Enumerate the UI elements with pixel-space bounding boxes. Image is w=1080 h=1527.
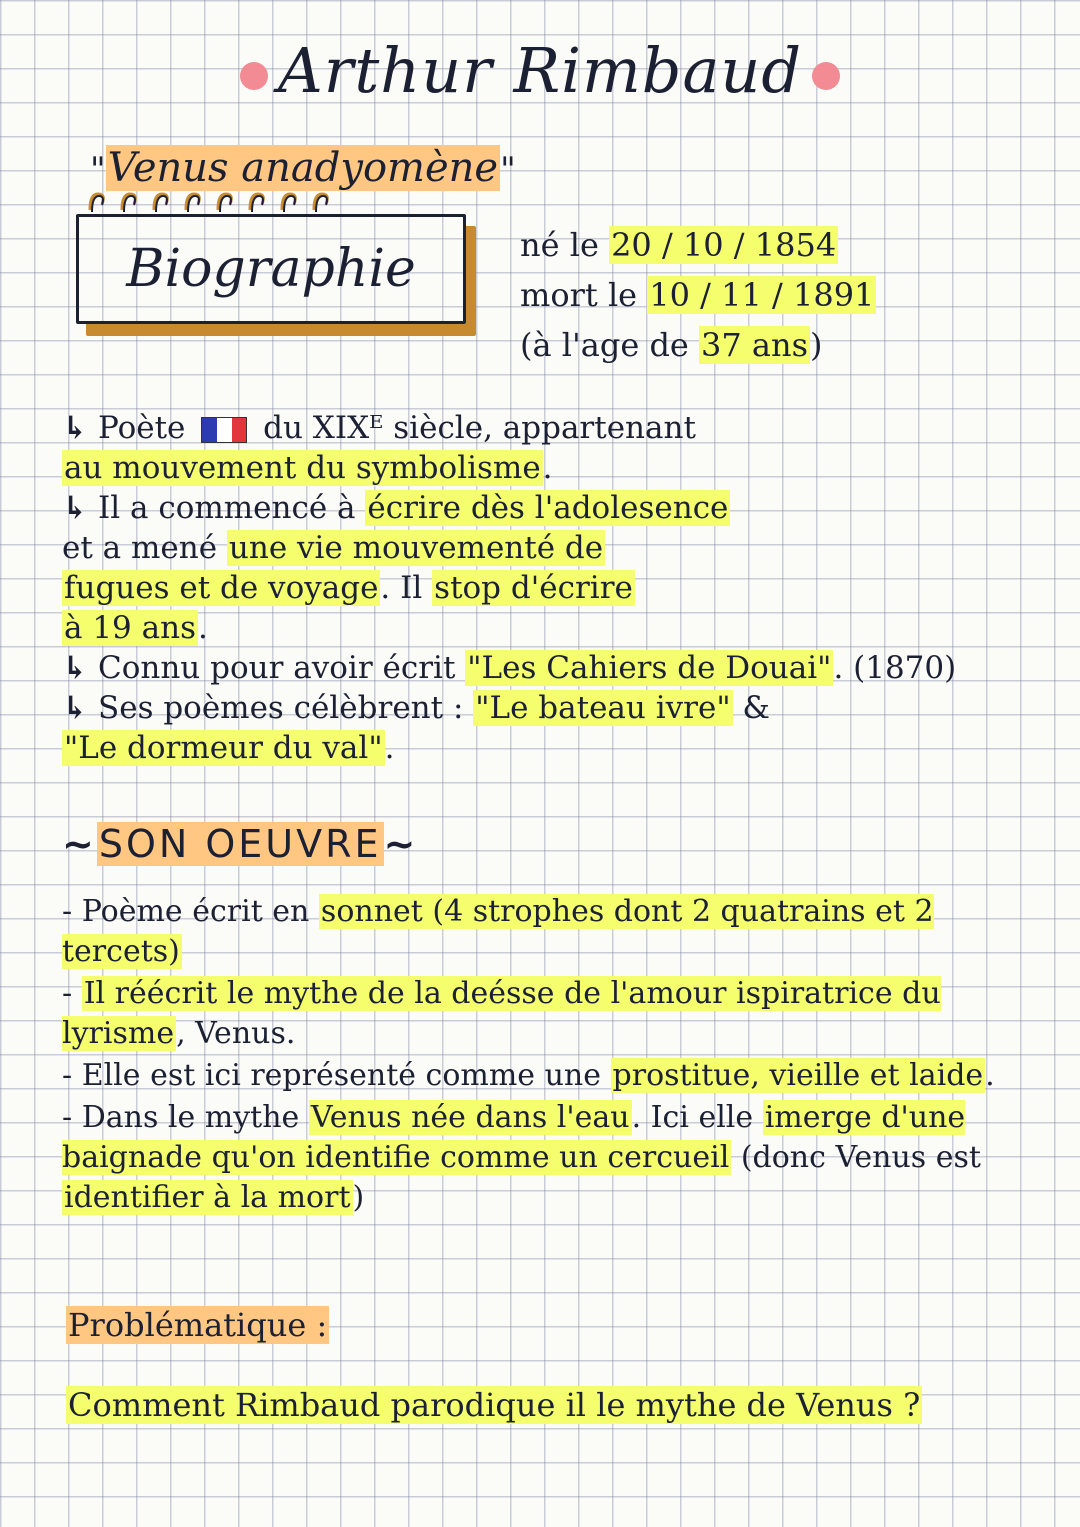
- section-heading-son-oeuvre: [62, 822, 418, 866]
- biographie-box: [76, 214, 466, 324]
- tilde-right: ~: [383, 822, 419, 866]
- bio-item-connu: ↳ Connu pour avoir écrit "Les Cahiers de Douai". (1870): [62, 650, 957, 686]
- bio-paragraph: [62, 408, 1042, 768]
- oeuvre-item-representation: - Elle est ici représenté comme une prostitue, vieille et laide.: [62, 1058, 995, 1093]
- arrow-icon: ↳: [62, 650, 88, 686]
- bio-item-ecriture: ↳ Il a commencé à écrire dès l'adolesence et a mené une vie mouvementé de fugues et de voyage. Il stop d'écrire à 19 ans.: [62, 490, 729, 646]
- bio-item-poemes: ↳ Ses poèmes célèbrent : "Le bateau ivre" & "Le dormeur du val".: [62, 690, 771, 766]
- french-flag-icon: [201, 417, 247, 443]
- problematique-question: Comment Rimbaud parodique il le mythe de Venus ?: [68, 1386, 921, 1424]
- title-dot-right: [812, 62, 840, 90]
- poem-title: [90, 145, 516, 191]
- age-at-death: (à l'age de 37 ans): [520, 326, 823, 364]
- poem-title-text: Venus anadyomène: [107, 145, 499, 191]
- section-label: SON OEUVRE: [98, 822, 382, 866]
- arrow-icon: ↳: [62, 690, 88, 726]
- quote-open: ": [90, 150, 106, 190]
- oeuvre-item-naissance: - Dans le mythe Venus née dans l'eau. Ici elle imerge d'une baignade qu'on identifie comme un cercueil (donc Venus est identifier à la mort): [62, 1100, 981, 1215]
- death-date: mort le 10 / 11 / 1891: [520, 276, 875, 314]
- dates-block: [520, 220, 876, 370]
- bio-item-poete: ↳ Poète du XIXᴱ siècle, appartenant au mouvement du symbolisme.: [62, 410, 696, 486]
- title-dot-left: [240, 62, 268, 90]
- oeuvre-item-mythe: - Il réécrit le mythe de la deésse de l'amour ispiratrice du lyrisme, Venus.: [62, 976, 941, 1051]
- quote-close: ": [500, 150, 516, 190]
- oeuvre-list: [62, 892, 1052, 1220]
- problematique-label: Problématique :: [68, 1306, 328, 1344]
- page-title: Arthur Rimbaud: [0, 34, 1080, 107]
- biographie-label: Biographie: [126, 239, 416, 299]
- oeuvre-item-sonnet: - Poème écrit en sonnet (4 strophes dont 2 quatrains et 2 tercets): [62, 894, 934, 969]
- tilde-left: ~: [62, 822, 97, 866]
- notebook-spiral-icon: [82, 190, 472, 214]
- arrow-icon: ↳: [62, 490, 88, 526]
- birth-date: né le 20 / 10 / 1854: [520, 226, 837, 264]
- arrow-icon: ↳: [62, 410, 88, 446]
